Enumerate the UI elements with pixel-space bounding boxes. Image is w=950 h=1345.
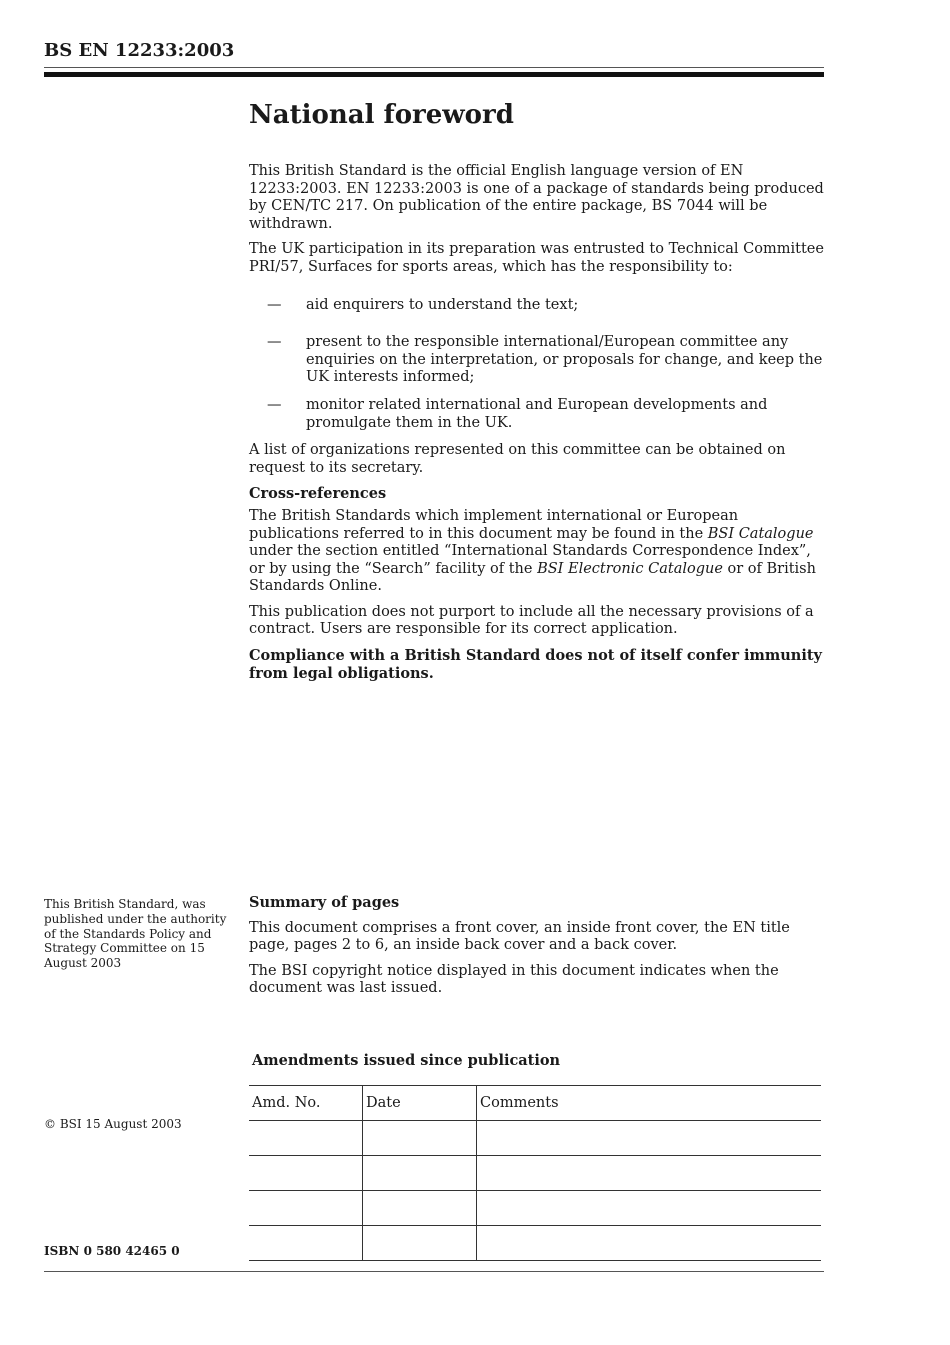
table-cell bbox=[249, 1121, 363, 1156]
summary-section bbox=[249, 894, 824, 1006]
table-cell bbox=[249, 1191, 363, 1226]
cross-ref-text-1: The British Standards which implement international or European publications referred to in this document may be found in the bbox=[249, 507, 739, 542]
dash-marker: — bbox=[267, 296, 282, 313]
publication-note: This British Standard, was published under the authority of the Standards Policy and Strategy Committee on 15 August 2003 bbox=[44, 897, 227, 971]
intro-paragraph: This British Standard is the official English language version of EN 12233:2003. EN 12233:2003 is one of a package of standards being produced by CEN/TC 217. On publication of the entire package, BS 7044 will be withdrawn. bbox=[249, 163, 824, 232]
list-item bbox=[249, 397, 824, 432]
column-header-amd-no: Amd. No. bbox=[249, 1086, 363, 1121]
column-header-date: Date bbox=[363, 1086, 477, 1121]
summary-paragraph: This document comprises a front cover, an inside front cover, the EN title page, pages 2 to 6, an inside back cover and a back cover. bbox=[249, 919, 790, 954]
table-header-row bbox=[249, 1086, 821, 1121]
amendments-title: Amendments issued since publication bbox=[252, 1052, 561, 1069]
table-cell bbox=[363, 1226, 477, 1261]
table-cell bbox=[477, 1191, 822, 1226]
column-header-comments: Comments bbox=[477, 1086, 822, 1121]
isbn: ISBN 0 580 42465 0 bbox=[44, 1244, 180, 1258]
table-cell bbox=[477, 1156, 822, 1191]
summary-heading: Summary of pages bbox=[249, 894, 400, 911]
cross-ref-text-3: or of British Standards Online. bbox=[249, 560, 816, 595]
participation-paragraph: The UK participation in its preparation was entrusted to Technical Committee PRI/57, Surfaces for sports areas, which has the responsibility to: bbox=[249, 241, 824, 275]
table-cell bbox=[363, 1156, 477, 1191]
dash-marker: — bbox=[267, 396, 282, 413]
copyright-notice: © BSI 15 August 2003 bbox=[44, 1117, 182, 1131]
amendments-table bbox=[249, 1085, 821, 1261]
dash-marker: — bbox=[267, 334, 282, 351]
copyright-info-paragraph: The BSI copyright notice displayed in this document indicates when the document was last issued. bbox=[249, 962, 779, 997]
table-cell bbox=[249, 1226, 363, 1261]
table-cell bbox=[363, 1191, 477, 1226]
table-cell bbox=[477, 1121, 822, 1156]
cross-references-paragraph bbox=[249, 508, 824, 596]
provisions-paragraph: This publication does not purport to include all the necessary provisions of a contract. Users are responsible for its correct application. bbox=[249, 603, 814, 638]
list-item bbox=[249, 297, 824, 315]
standard-code: BS EN 12233:2003 bbox=[44, 40, 235, 61]
footer-rule bbox=[44, 1271, 824, 1272]
table-row bbox=[249, 1121, 821, 1156]
cross-ref-text-2: under the section entitled “International Standards Correspondence Index”, or by using the “Search” facility of the bbox=[249, 543, 811, 577]
table-cell bbox=[249, 1156, 363, 1191]
table-row bbox=[249, 1191, 821, 1226]
table-cell bbox=[477, 1226, 822, 1261]
header-rule-thin bbox=[44, 67, 824, 68]
committee-list-paragraph: A list of organizations represented on this committee can be obtained on request to its secretary. bbox=[249, 442, 786, 476]
list-item-text: monitor related international and European developments and promulgate them in the UK. bbox=[306, 396, 768, 431]
header-rule-thick bbox=[44, 72, 824, 77]
list-item-text: present to the responsible international/European committee any enquiries on the interpretation, or proposals for change, and keep the UK interests informed; bbox=[306, 334, 823, 386]
foreword-body bbox=[249, 163, 824, 690]
bsi-electronic-catalogue-title: BSI Electronic Catalogue bbox=[537, 560, 723, 577]
cross-references-heading: Cross-references bbox=[249, 485, 387, 503]
table-row bbox=[249, 1156, 821, 1191]
bsi-catalogue-title: BSI Catalogue bbox=[707, 525, 814, 542]
table-row bbox=[249, 1226, 821, 1261]
compliance-statement: Compliance with a British Standard does not of itself confer immunity from legal obligations. bbox=[249, 647, 822, 682]
responsibility-list bbox=[249, 297, 824, 433]
page-title: National foreword bbox=[249, 100, 514, 130]
table-cell bbox=[363, 1121, 477, 1156]
list-item bbox=[249, 334, 824, 387]
list-item-text: aid enquirers to understand the text; bbox=[306, 296, 579, 313]
